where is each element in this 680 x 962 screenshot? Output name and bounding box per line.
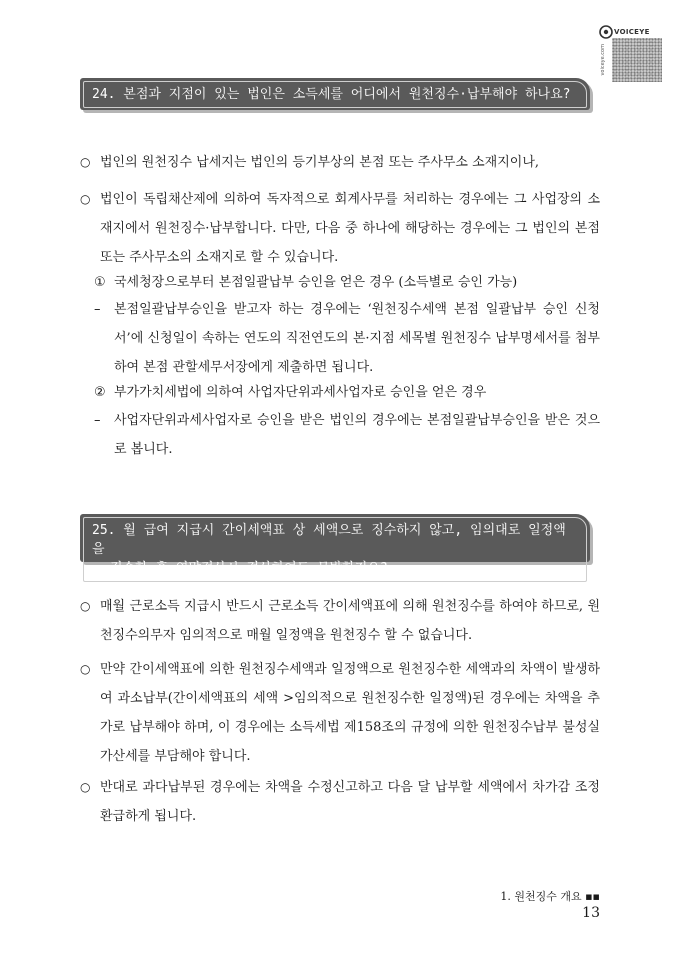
voiceye-side-text: voiceye.com	[600, 44, 606, 76]
question-25-heading	[80, 514, 590, 576]
answer-25-paragraph-3	[80, 773, 600, 831]
page-number: 13	[582, 905, 600, 921]
item-number: ②	[94, 385, 106, 400]
paragraph-text: 법인의 원천징수 납세지는 법인의 등기부상의 본점 또는 주사무소 소재지이나,	[100, 155, 540, 170]
answer-25-paragraph-1	[80, 592, 600, 650]
answer-24-item-2-detail	[94, 406, 600, 464]
answer-24-paragraph-2	[80, 185, 600, 272]
dash-mark: –	[94, 413, 101, 428]
bullet-circle: ○	[80, 599, 91, 613]
paragraph-text: 반대로 과다납부된 경우에는 차액을 수정신고하고 다음 달 납부할 세액에서 차가감 조정환급하게 됩니다.	[100, 780, 600, 824]
question-24-title: 24. 본점과 지점이 있는 법인은 소득세를 어디에서 원천징수·납부해야 하나요?	[92, 87, 571, 102]
item-text: 사업자단위과세사업자로 승인을 받은 법인의 경우에는 본점일괄납부승인을 받은 것으로 봅니다.	[114, 413, 600, 457]
bullet-circle: ○	[80, 155, 91, 169]
page-footer	[480, 889, 600, 922]
item-number: ①	[94, 275, 106, 290]
bullet-circle: ○	[80, 192, 91, 206]
voiceye-code	[598, 24, 676, 82]
answer-24-item-1-detail	[94, 295, 600, 382]
answer-25-paragraph-2	[80, 655, 600, 771]
paragraph-text: 만약 간이세액표에 의한 원천징수세액과 일정액으로 원천징수한 세액과의 차액이 발생하여 과소납부(간이세액표의 세액 >임의적으로 원천징수한 일정액)된 경우에는 차액을 추가로 납부해야 하며, 이 경우에는 소득세법 제158조의 규정에 의한 원천징수납부 불성실가산세를 부담해야 합니다.	[100, 662, 600, 764]
question-24-heading	[80, 78, 590, 110]
question-25-title-line-1: 25. 월 급여 지급시 간이세액표 상 세액으로 징수하지 않고, 임의대로 일정액을	[92, 523, 566, 557]
item-text: 본점일괄납부승인을 받고자 하는 경우에는 ‘원천징수세액 본점 일괄납부 승인 신청서’에 신청일이 속하는 연도의 직전연도의 본·지점 세목별 원천징수 납부명세서를 첨부하여 본점 관할세무서장에게 제출하면 됩니다.	[114, 302, 600, 375]
item-text: 국세청장으로부터 본점일괄납부 승인을 얻은 경우 (소득별로 승인 가능)	[114, 275, 518, 290]
chapter-title: 1. 원천징수 개요	[500, 890, 582, 903]
voiceye-barcode	[612, 38, 662, 82]
bullet-circle: ○	[80, 780, 91, 794]
dash-mark: –	[94, 302, 101, 317]
question-25-title-line-2: 징수한 후 연말정산시 정산하여도 무방한지요?	[110, 561, 388, 576]
footer-separator: ▪▪	[585, 890, 600, 903]
paragraph-text: 법인이 독립채산제에 의하여 독자적으로 회계사무를 처리하는 경우에는 그 사업장의 소재지에서 원천징수·납부합니다. 다만, 다음 중 하나에 해당하는 경우에는 그 법인의 본점 또는 주사무소의 소재지로 할 수 있습니다.	[100, 192, 600, 265]
answer-24-paragraph-1	[80, 148, 600, 177]
answer-24-item-2	[94, 378, 600, 407]
answer-24-item-1	[94, 268, 600, 297]
voiceye-brand: VOICEYE	[614, 28, 650, 36]
paragraph-text: 매월 근로소득 지급시 반드시 근로소득 간이세액표에 의해 원천징수를 하여야 하므로, 원천징수의무자 임의적으로 매월 일정액을 원천징수 할 수 없습니다.	[100, 599, 600, 643]
bullet-circle: ○	[80, 662, 91, 676]
item-text: 부가가치세법에 의하여 사업자단위과세사업자로 승인을 얻은 경우	[114, 385, 487, 400]
